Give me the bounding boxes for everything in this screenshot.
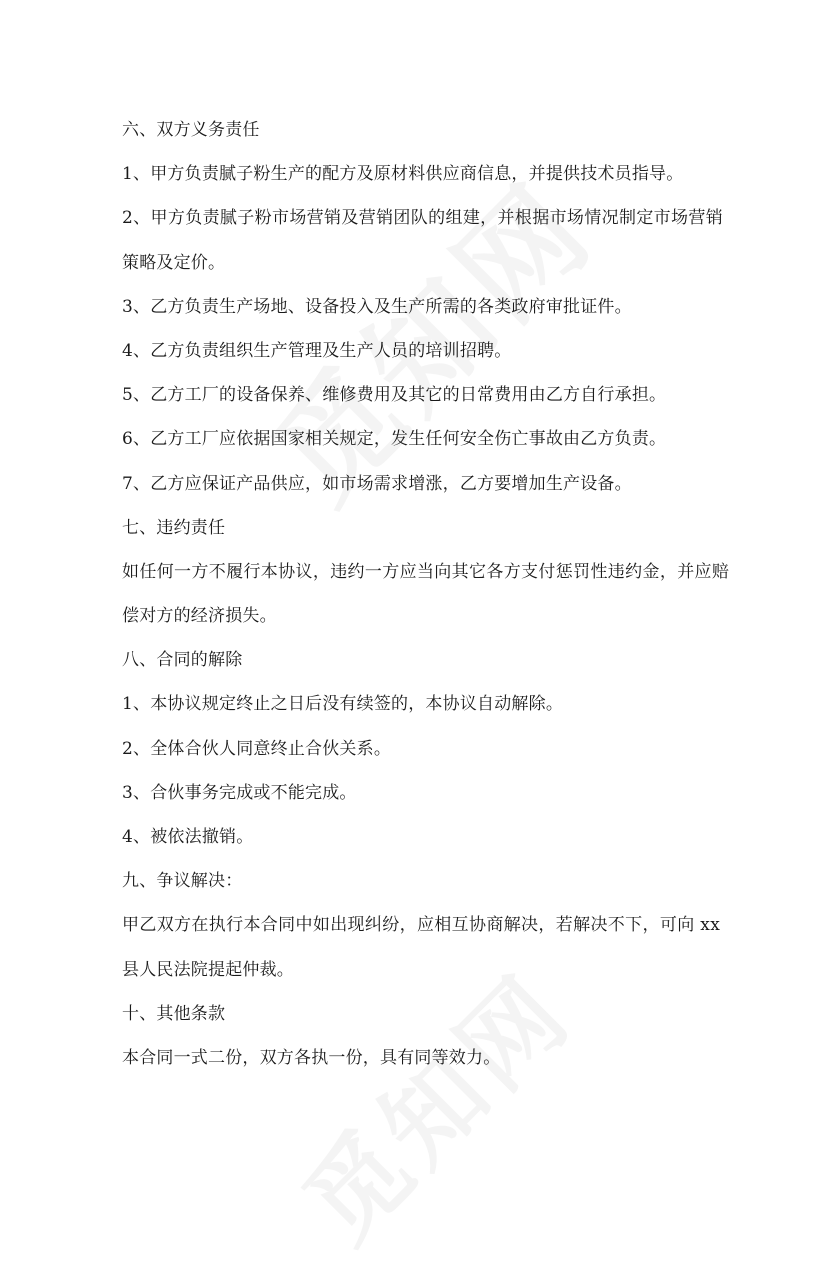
clause-line: 3、合伙事务完成或不能完成。: [122, 782, 357, 803]
clause-line: 1、本协议规定终止之日后没有续签的，本协议自动解除。: [122, 694, 564, 715]
paragraph-line: 甲乙双方在执行本合同中如出现纠纷，应相互协商解决，若解决不下，可向 xx: [122, 915, 721, 936]
paragraph-line: 本合同一式二份，双方各执一份，具有同等效力。: [122, 1047, 501, 1068]
clause-line: 策略及定价。: [122, 252, 226, 273]
clause-line: 6、乙方工厂应依据国家相关规定，发生任何安全伤亡事故由乙方负责。: [122, 429, 667, 450]
clause-line: 4、乙方负责组织生产管理及生产人员的培训招聘。: [122, 340, 512, 361]
section-heading-obligations: 六、双方义务责任: [122, 120, 260, 140]
section-heading-breach: 七、违约责任: [122, 517, 226, 538]
clause-line: 7、乙方应保证产品供应，如市场需求增涨，乙方要增加生产设备。: [122, 473, 632, 494]
clause-line: 2、甲方负责腻子粉市场营销及营销团队的组建，并根据市场情况制定市场营销: [122, 208, 724, 229]
clause-line: 2、全体合伙人同意终止合伙关系。: [122, 738, 392, 759]
clause-line: 5、乙方工厂的设备保养、维修费用及其它的日常费用由乙方自行承担。: [122, 385, 667, 406]
section-heading-other: 十、其他条款: [122, 1003, 226, 1024]
section-heading-dispute: 九、争议解决：: [122, 871, 243, 892]
section-heading-termination: 八、合同的解除: [122, 650, 243, 671]
clause-line: 1、甲方负责腻子粉生产的配方及原材料供应商信息，并提供技术员指导。: [122, 164, 684, 185]
clause-line: 4、被依法撤销。: [122, 827, 254, 847]
contract-body: [122, 108, 730, 1080]
clause-line: 3、乙方负责生产场地、设备投入及生产所需的各类政府审批证件。: [122, 296, 632, 317]
paragraph-line: 偿对方的经济损失。: [122, 606, 277, 627]
paragraph-line: 县人民法院提起仲裁。: [122, 959, 294, 980]
paragraph-line: 如任何一方不履行本协议，违约一方应当向其它各方支付惩罚性违约金，并应赔: [122, 561, 730, 582]
